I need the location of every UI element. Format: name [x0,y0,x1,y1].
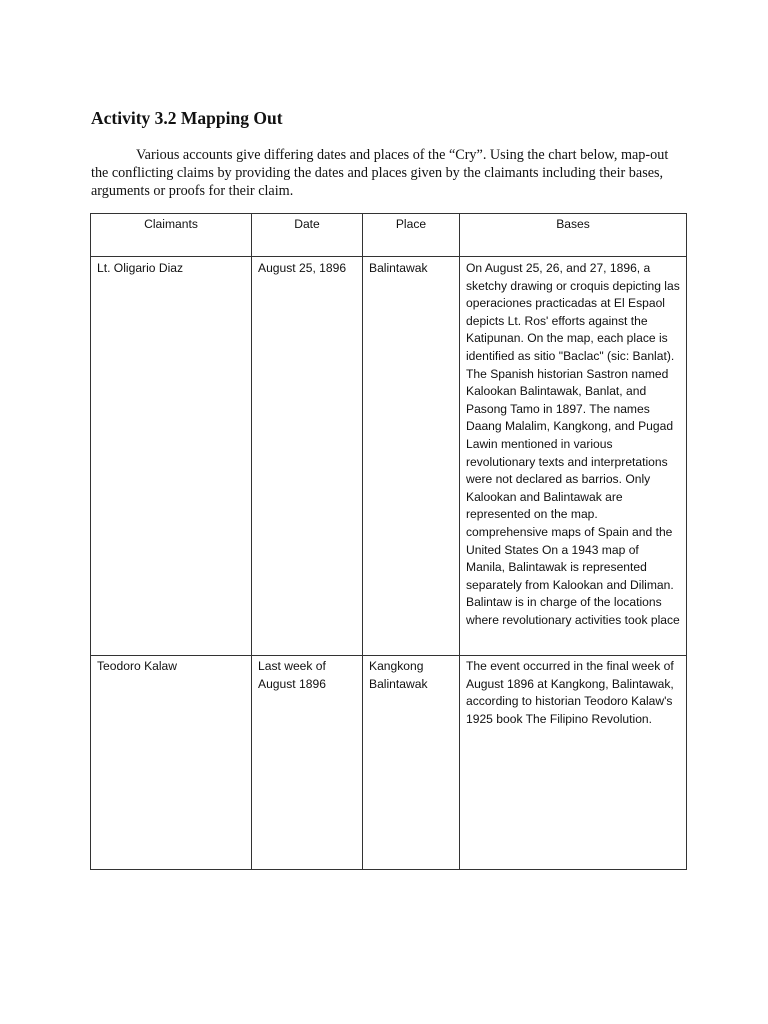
place-cell [363,656,460,870]
table-header-row [91,214,687,257]
claimant-cell: Teodoro Kalaw [91,656,252,870]
header-bases: Bases [460,214,687,257]
header-date: Date [252,214,363,257]
bases-cell [460,257,687,656]
header-claimants: Claimants [91,214,252,257]
date-cell [252,656,363,870]
activity-instructions: Various accounts give differing dates and places of the “Cry”. Using the chart below, map-out the conflicting claims by providing the dates and places given by the claimants including their bases, arguments or proofs for their claim. [91,147,669,199]
place-line: Balintawak [369,676,428,691]
activity-title: Activity 3.2 Mapping Out [91,108,283,128]
place-cell: Balintawak [363,257,460,656]
bases-text: On August 25, 26, and 27, 1896, a sketchy drawing or croquis depicting las operaciones practicadas at El Espaol depicts Lt. Ros' efforts against the Katipunan. On the map, each place is identified as sitio "Baclac" (sic: Banlat). The Spanish historian Sastron named Kalookan Balintawak, Banlat, and Pasong Tamo in 1897. The names Daang Malalim, Kangkong, and Pugad Lawin mentioned in various revolutionary texts and interpretations were not declared as barrios. Only Kalookan and Balintawak are represented on the map. [466,261,680,522]
date-line: Last week of [258,659,326,673]
claimant-cell: Lt. Oligario Diaz [91,257,252,656]
date-line: August 1896 [258,676,326,691]
bases-text-continued: comprehensive maps of Spain and the United States On a 1943 map of Manila, Balintawak is represented separately from Kalookan and Diliman. Balintaw is in charge of the locations where revolutionary activities took place [466,524,680,627]
header-place: Place [363,214,460,257]
date-cell: August 25, 1896 [252,257,363,656]
place-line: Kangkong [369,659,424,673]
table-row [91,257,687,656]
claims-table [90,213,687,870]
table-row [91,656,687,870]
bases-cell: The event occurred in the final week of August 1896 at Kangkong, Balintawak, according to historian Teodoro Kalaw's 1925 book The Filipino Revolution. [460,656,687,870]
